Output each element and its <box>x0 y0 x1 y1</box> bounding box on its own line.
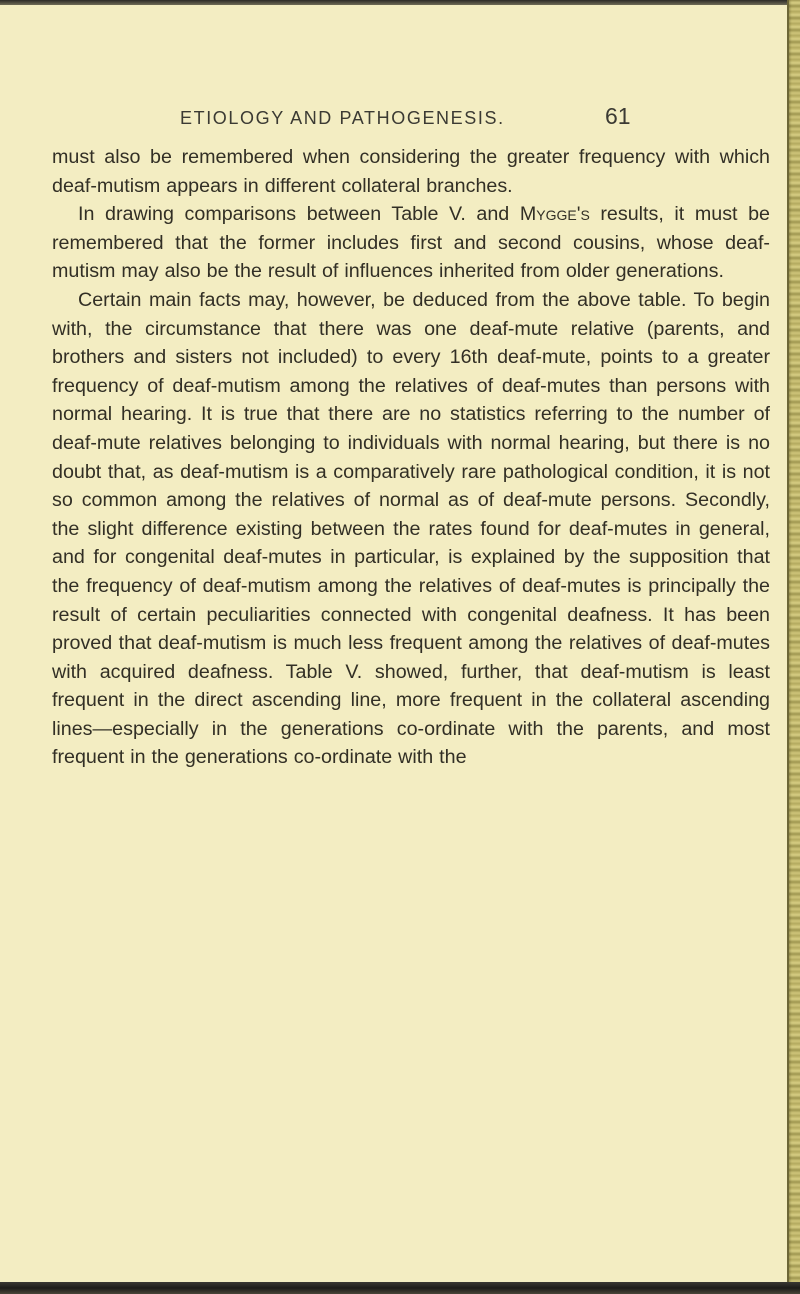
running-head <box>52 100 770 140</box>
author-name-mygge: Mygge's <box>519 203 590 226</box>
body-text <box>52 143 770 772</box>
paragraph-main-facts: Certain main facts may, however, be deduced from the above table. To begin with, the circumstance that there was one deaf-mute relative (parents, and brothers and sisters not included) to every 16th deaf-mute, points to a greater frequency of deaf-mutism among the relatives of deaf-mutes than persons with normal hearing. It is true that there are no statistics referring to the number of deaf-mute relatives belonging to individuals with normal hearing, but there is no doubt that, as deaf-mutism is a comparatively rare pathological condition, it is not so common among the relatives of normal as of deaf-mute persons. Secondly, the slight difference existing between the rates found for deaf-mutes in general, and for congenital deaf-mutes in particular, is explained by the supposition that the frequency of deaf-mutism among the relatives of deaf-mutes is principally the result of certain peculiarities connected with congenital deafness. It has been proved that deaf-mutism is much less frequent among the relatives of deaf-mutes with acquired deafness. Table V. showed, further, that deaf-mutism is least frequent in the direct ascending line, more frequent in the collateral ascending lines—especially in the generations co-ordinate with the parents, and most frequent in the generations co-ordinate with the <box>52 288 770 769</box>
book-page-edges <box>788 0 800 1294</box>
paragraph-comparisons-before: In drawing comparisons between Table V. and <box>78 203 520 226</box>
book-page <box>52 100 770 772</box>
page-number: 61 <box>605 103 631 129</box>
page-fold-line <box>787 0 789 1294</box>
paragraph-continuation: must also be remembered when considering the greater frequency with which deaf-mutism appears in different collateral branches. <box>52 146 770 197</box>
page-top-edge <box>0 0 790 5</box>
paragraph-comparisons-after: results, it must be remembered that the former includes first and second cousins, whose deaf-mutism may also be the result of influences inherited from older generations. <box>52 203 770 283</box>
paragraph-comparisons <box>52 200 770 286</box>
running-title: ETIOLOGY AND PATHOGENESIS. <box>180 108 505 128</box>
page-bottom-edge <box>0 1282 800 1294</box>
